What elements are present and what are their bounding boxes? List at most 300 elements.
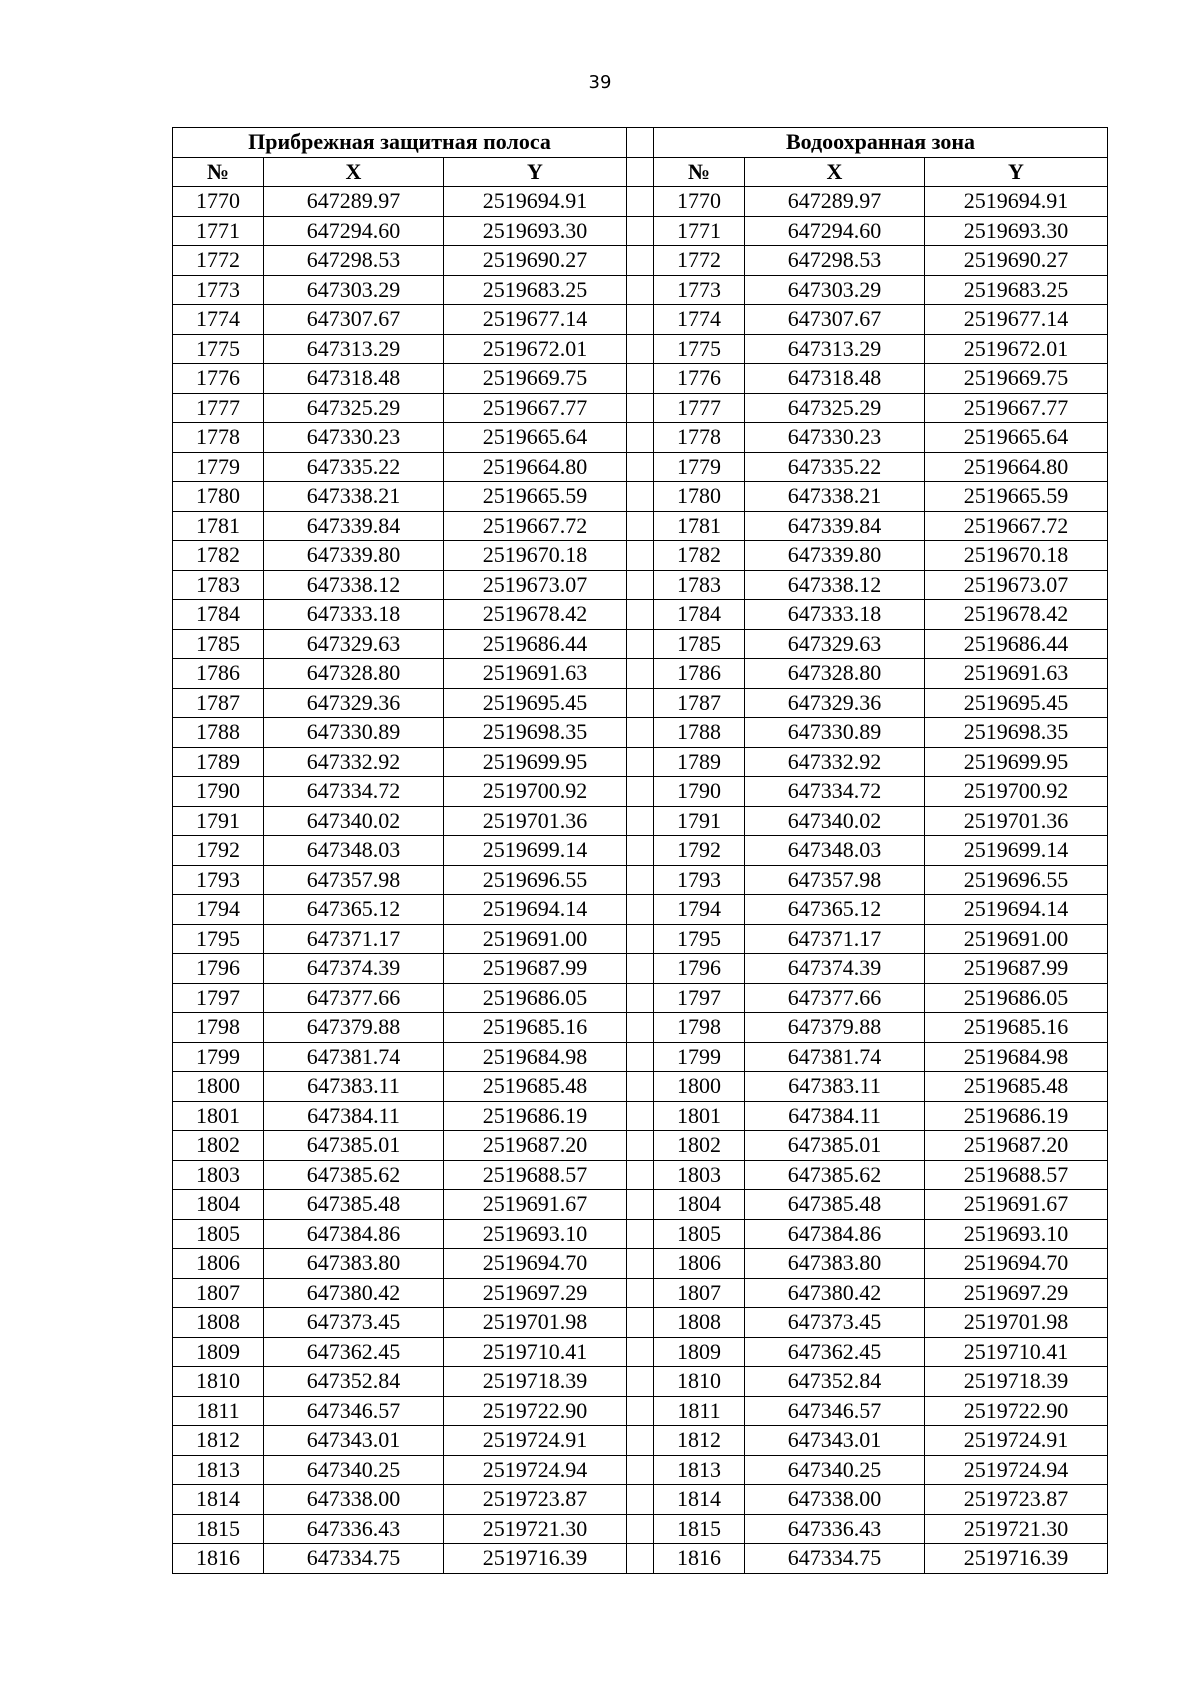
left-y-cell: 2519723.87 <box>444 1485 627 1515</box>
column-gap <box>627 600 654 630</box>
left-number-cell: 1799 <box>173 1042 264 1072</box>
left-x-cell: 647385.48 <box>264 1190 444 1220</box>
right-y-cell: 2519685.16 <box>925 1013 1108 1043</box>
column-gap <box>627 275 654 305</box>
table-row <box>173 187 1108 217</box>
table-row <box>173 1219 1108 1249</box>
column-gap <box>627 659 654 689</box>
left-y-cell: 2519665.59 <box>444 482 627 512</box>
right-x-cell: 647343.01 <box>745 1426 925 1456</box>
table-row <box>173 246 1108 276</box>
left-x-cell: 647294.60 <box>264 216 444 246</box>
column-gap <box>627 334 654 364</box>
left-x-cell: 647338.12 <box>264 570 444 600</box>
table-row <box>173 511 1108 541</box>
table-row <box>173 364 1108 394</box>
page-number: 39 <box>588 72 612 93</box>
right-number-cell: 1800 <box>654 1072 745 1102</box>
left-y-cell: 2519718.39 <box>444 1367 627 1397</box>
table-row <box>173 216 1108 246</box>
left-y-cell: 2519695.45 <box>444 688 627 718</box>
table-row <box>173 1249 1108 1279</box>
right-x-cell: 647377.66 <box>745 983 925 1013</box>
right-x-cell: 647313.29 <box>745 334 925 364</box>
right-number-cell: 1804 <box>654 1190 745 1220</box>
left-number-cell: 1793 <box>173 865 264 895</box>
left-header-x: X <box>264 157 444 187</box>
right-number-cell: 1775 <box>654 334 745 364</box>
left-number-cell: 1781 <box>173 511 264 541</box>
left-number-cell: 1778 <box>173 423 264 453</box>
right-y-cell: 2519667.77 <box>925 393 1108 423</box>
left-x-cell: 647385.01 <box>264 1131 444 1161</box>
left-y-cell: 2519699.95 <box>444 747 627 777</box>
right-x-cell: 647385.62 <box>745 1160 925 1190</box>
left-number-cell: 1792 <box>173 836 264 866</box>
left-x-cell: 647379.88 <box>264 1013 444 1043</box>
right-x-cell: 647330.23 <box>745 423 925 453</box>
column-gap <box>627 1190 654 1220</box>
right-x-cell: 647329.36 <box>745 688 925 718</box>
right-y-cell: 2519684.98 <box>925 1042 1108 1072</box>
table-row <box>173 1544 1108 1574</box>
column-gap <box>627 1072 654 1102</box>
column-gap <box>627 747 654 777</box>
right-y-cell: 2519716.39 <box>925 1544 1108 1574</box>
right-y-cell: 2519664.80 <box>925 452 1108 482</box>
right-header-x: X <box>745 157 925 187</box>
right-x-cell: 647373.45 <box>745 1308 925 1338</box>
left-x-cell: 647325.29 <box>264 393 444 423</box>
right-y-cell: 2519700.92 <box>925 777 1108 807</box>
left-number-cell: 1788 <box>173 718 264 748</box>
right-y-cell: 2519697.29 <box>925 1278 1108 1308</box>
right-y-cell: 2519688.57 <box>925 1160 1108 1190</box>
column-gap <box>627 688 654 718</box>
left-y-cell: 2519665.64 <box>444 423 627 453</box>
left-number-cell: 1770 <box>173 187 264 217</box>
left-y-cell: 2519688.57 <box>444 1160 627 1190</box>
left-number-cell: 1810 <box>173 1367 264 1397</box>
left-x-cell: 647307.67 <box>264 305 444 335</box>
right-number-cell: 1802 <box>654 1131 745 1161</box>
right-y-cell: 2519665.64 <box>925 423 1108 453</box>
table-row <box>173 452 1108 482</box>
table-row <box>173 747 1108 777</box>
column-gap <box>627 924 654 954</box>
column-gap <box>627 718 654 748</box>
left-x-cell: 647374.39 <box>264 954 444 984</box>
left-y-cell: 2519694.91 <box>444 187 627 217</box>
left-number-cell: 1773 <box>173 275 264 305</box>
column-gap <box>627 305 654 335</box>
left-y-cell: 2519667.77 <box>444 393 627 423</box>
left-y-cell: 2519724.94 <box>444 1455 627 1485</box>
right-x-cell: 647328.80 <box>745 659 925 689</box>
right-number-cell: 1796 <box>654 954 745 984</box>
right-y-cell: 2519699.95 <box>925 747 1108 777</box>
right-number-cell: 1782 <box>654 541 745 571</box>
left-number-cell: 1796 <box>173 954 264 984</box>
right-number-cell: 1809 <box>654 1337 745 1367</box>
column-gap <box>627 393 654 423</box>
right-x-cell: 647357.98 <box>745 865 925 895</box>
table-row <box>173 836 1108 866</box>
right-number-cell: 1810 <box>654 1367 745 1397</box>
table-row <box>173 1042 1108 1072</box>
right-number-cell: 1798 <box>654 1013 745 1043</box>
left-y-cell: 2519667.72 <box>444 511 627 541</box>
right-y-cell: 2519683.25 <box>925 275 1108 305</box>
right-number-cell: 1815 <box>654 1514 745 1544</box>
table-row <box>173 482 1108 512</box>
right-x-cell: 647384.86 <box>745 1219 925 1249</box>
left-x-cell: 647343.01 <box>264 1426 444 1456</box>
right-y-cell: 2519694.70 <box>925 1249 1108 1279</box>
right-y-cell: 2519701.98 <box>925 1308 1108 1338</box>
left-number-cell: 1816 <box>173 1544 264 1574</box>
column-gap <box>627 246 654 276</box>
right-y-cell: 2519694.14 <box>925 895 1108 925</box>
right-number-cell: 1797 <box>654 983 745 1013</box>
left-y-cell: 2519691.67 <box>444 1190 627 1220</box>
right-number-cell: 1805 <box>654 1219 745 1249</box>
right-y-cell: 2519722.90 <box>925 1396 1108 1426</box>
right-x-cell: 647339.84 <box>745 511 925 541</box>
left-number-cell: 1800 <box>173 1072 264 1102</box>
right-x-cell: 647334.75 <box>745 1544 925 1574</box>
left-y-cell: 2519694.70 <box>444 1249 627 1279</box>
left-number-cell: 1808 <box>173 1308 264 1338</box>
right-number-cell: 1793 <box>654 865 745 895</box>
right-y-cell: 2519695.45 <box>925 688 1108 718</box>
left-y-cell: 2519690.27 <box>444 246 627 276</box>
left-number-cell: 1798 <box>173 1013 264 1043</box>
left-number-cell: 1779 <box>173 452 264 482</box>
left-number-cell: 1772 <box>173 246 264 276</box>
right-number-cell: 1790 <box>654 777 745 807</box>
column-gap <box>627 1396 654 1426</box>
table-row <box>173 423 1108 453</box>
table-row <box>173 305 1108 335</box>
right-number-cell: 1799 <box>654 1042 745 1072</box>
right-y-cell: 2519699.14 <box>925 836 1108 866</box>
left-y-cell: 2519701.98 <box>444 1308 627 1338</box>
left-number-cell: 1801 <box>173 1101 264 1131</box>
right-x-cell: 647365.12 <box>745 895 925 925</box>
left-y-cell: 2519696.55 <box>444 865 627 895</box>
left-y-cell: 2519686.44 <box>444 629 627 659</box>
table-row <box>173 659 1108 689</box>
right-number-cell: 1816 <box>654 1544 745 1574</box>
left-number-cell: 1780 <box>173 482 264 512</box>
right-y-cell: 2519694.91 <box>925 187 1108 217</box>
right-number-cell: 1801 <box>654 1101 745 1131</box>
right-number-cell: 1789 <box>654 747 745 777</box>
right-x-cell: 647303.29 <box>745 275 925 305</box>
right-x-cell: 647384.11 <box>745 1101 925 1131</box>
right-number-cell: 1814 <box>654 1485 745 1515</box>
column-gap <box>627 1514 654 1544</box>
left-number-cell: 1797 <box>173 983 264 1013</box>
right-number-cell: 1811 <box>654 1396 745 1426</box>
table-row <box>173 777 1108 807</box>
left-number-cell: 1777 <box>173 393 264 423</box>
left-section-title: Прибрежная защитная полоса <box>173 128 627 158</box>
right-x-cell: 647338.12 <box>745 570 925 600</box>
right-x-cell: 647307.67 <box>745 305 925 335</box>
right-x-cell: 647340.25 <box>745 1455 925 1485</box>
right-y-cell: 2519677.14 <box>925 305 1108 335</box>
left-number-cell: 1790 <box>173 777 264 807</box>
right-y-cell: 2519670.18 <box>925 541 1108 571</box>
left-x-cell: 647334.75 <box>264 1544 444 1574</box>
left-y-cell: 2519694.14 <box>444 895 627 925</box>
table-row <box>173 1160 1108 1190</box>
right-x-cell: 647352.84 <box>745 1367 925 1397</box>
right-x-cell: 647385.01 <box>745 1131 925 1161</box>
left-number-cell: 1783 <box>173 570 264 600</box>
right-header-y: Y <box>925 157 1108 187</box>
left-x-cell: 647298.53 <box>264 246 444 276</box>
right-number-cell: 1806 <box>654 1249 745 1279</box>
right-number-cell: 1792 <box>654 836 745 866</box>
right-number-cell: 1771 <box>654 216 745 246</box>
right-y-cell: 2519690.27 <box>925 246 1108 276</box>
table-row <box>173 334 1108 364</box>
left-number-cell: 1785 <box>173 629 264 659</box>
table-row <box>173 983 1108 1013</box>
column-gap <box>627 1013 654 1043</box>
left-y-cell: 2519724.91 <box>444 1426 627 1456</box>
left-y-cell: 2519699.14 <box>444 836 627 866</box>
table-row <box>173 924 1108 954</box>
column-gap <box>627 629 654 659</box>
left-x-cell: 647329.36 <box>264 688 444 718</box>
right-y-cell: 2519693.10 <box>925 1219 1108 1249</box>
left-x-cell: 647371.17 <box>264 924 444 954</box>
left-number-cell: 1805 <box>173 1219 264 1249</box>
right-number-cell: 1772 <box>654 246 745 276</box>
table-row <box>173 570 1108 600</box>
right-y-cell: 2519724.94 <box>925 1455 1108 1485</box>
left-y-cell: 2519670.18 <box>444 541 627 571</box>
right-y-cell: 2519686.19 <box>925 1101 1108 1131</box>
right-x-cell: 647325.29 <box>745 393 925 423</box>
left-number-cell: 1809 <box>173 1337 264 1367</box>
right-x-cell: 647340.02 <box>745 806 925 836</box>
coordinates-table <box>172 127 1108 1574</box>
table-row <box>173 688 1108 718</box>
left-y-cell: 2519698.35 <box>444 718 627 748</box>
table-row <box>173 865 1108 895</box>
right-y-cell: 2519678.42 <box>925 600 1108 630</box>
table-row <box>173 1396 1108 1426</box>
column-gap <box>627 364 654 394</box>
right-y-cell: 2519691.00 <box>925 924 1108 954</box>
left-y-cell: 2519672.01 <box>444 334 627 364</box>
left-number-cell: 1802 <box>173 1131 264 1161</box>
table-row <box>173 895 1108 925</box>
left-y-cell: 2519673.07 <box>444 570 627 600</box>
column-gap <box>627 216 654 246</box>
column-gap <box>627 1160 654 1190</box>
left-y-cell: 2519664.80 <box>444 452 627 482</box>
left-number-cell: 1807 <box>173 1278 264 1308</box>
left-x-cell: 647338.21 <box>264 482 444 512</box>
right-y-cell: 2519686.05 <box>925 983 1108 1013</box>
left-y-cell: 2519678.42 <box>444 600 627 630</box>
left-number-cell: 1812 <box>173 1426 264 1456</box>
right-number-cell: 1795 <box>654 924 745 954</box>
column-header-row <box>173 157 1108 187</box>
right-y-cell: 2519686.44 <box>925 629 1108 659</box>
left-x-cell: 647373.45 <box>264 1308 444 1338</box>
column-gap <box>627 1042 654 1072</box>
table-row <box>173 1485 1108 1515</box>
table-row <box>173 806 1108 836</box>
right-y-cell: 2519698.35 <box>925 718 1108 748</box>
right-x-cell: 647333.18 <box>745 600 925 630</box>
column-gap <box>627 983 654 1013</box>
table-row <box>173 1308 1108 1338</box>
left-header-number: № <box>173 157 264 187</box>
right-section-title: Водоохранная зона <box>654 128 1108 158</box>
table-row <box>173 1514 1108 1544</box>
right-y-cell: 2519687.20 <box>925 1131 1108 1161</box>
column-gap <box>627 1544 654 1574</box>
right-x-cell: 647346.57 <box>745 1396 925 1426</box>
left-number-cell: 1784 <box>173 600 264 630</box>
right-number-cell: 1791 <box>654 806 745 836</box>
left-y-cell: 2519677.14 <box>444 305 627 335</box>
column-gap <box>627 423 654 453</box>
left-number-cell: 1782 <box>173 541 264 571</box>
right-number-cell: 1773 <box>654 275 745 305</box>
left-y-cell: 2519700.92 <box>444 777 627 807</box>
right-y-cell: 2519685.48 <box>925 1072 1108 1102</box>
right-x-cell: 647318.48 <box>745 364 925 394</box>
left-x-cell: 647318.48 <box>264 364 444 394</box>
table-row <box>173 1013 1108 1043</box>
left-number-cell: 1774 <box>173 305 264 335</box>
table-row <box>173 541 1108 571</box>
left-x-cell: 647303.29 <box>264 275 444 305</box>
left-y-cell: 2519686.19 <box>444 1101 627 1131</box>
right-number-cell: 1780 <box>654 482 745 512</box>
right-x-cell: 647289.97 <box>745 187 925 217</box>
right-x-cell: 647334.72 <box>745 777 925 807</box>
left-y-cell: 2519685.16 <box>444 1013 627 1043</box>
left-x-cell: 647380.42 <box>264 1278 444 1308</box>
left-x-cell: 647365.12 <box>264 895 444 925</box>
left-x-cell: 647339.84 <box>264 511 444 541</box>
right-number-cell: 1785 <box>654 629 745 659</box>
column-gap <box>627 1426 654 1456</box>
column-gap <box>627 1249 654 1279</box>
column-gap <box>627 806 654 836</box>
column-gap <box>627 541 654 571</box>
left-number-cell: 1811 <box>173 1396 264 1426</box>
left-number-cell: 1813 <box>173 1455 264 1485</box>
left-number-cell: 1771 <box>173 216 264 246</box>
left-y-cell: 2519669.75 <box>444 364 627 394</box>
left-y-cell: 2519687.99 <box>444 954 627 984</box>
left-x-cell: 647335.22 <box>264 452 444 482</box>
table-body <box>173 187 1108 1574</box>
right-x-cell: 647332.92 <box>745 747 925 777</box>
left-x-cell: 647330.89 <box>264 718 444 748</box>
right-x-cell: 647374.39 <box>745 954 925 984</box>
right-y-cell: 2519701.36 <box>925 806 1108 836</box>
left-number-cell: 1804 <box>173 1190 264 1220</box>
right-x-cell: 647381.74 <box>745 1042 925 1072</box>
right-y-cell: 2519691.63 <box>925 659 1108 689</box>
left-number-cell: 1806 <box>173 1249 264 1279</box>
left-x-cell: 647384.86 <box>264 1219 444 1249</box>
left-x-cell: 647357.98 <box>264 865 444 895</box>
right-y-cell: 2519723.87 <box>925 1485 1108 1515</box>
left-x-cell: 647346.57 <box>264 1396 444 1426</box>
right-y-cell: 2519687.99 <box>925 954 1108 984</box>
right-x-cell: 647339.80 <box>745 541 925 571</box>
left-x-cell: 647383.11 <box>264 1072 444 1102</box>
column-gap <box>627 452 654 482</box>
table-row <box>173 1190 1108 1220</box>
right-number-cell: 1777 <box>654 393 745 423</box>
left-x-cell: 647385.62 <box>264 1160 444 1190</box>
left-number-cell: 1787 <box>173 688 264 718</box>
left-number-cell: 1789 <box>173 747 264 777</box>
table-row <box>173 1337 1108 1367</box>
right-y-cell: 2519710.41 <box>925 1337 1108 1367</box>
left-y-cell: 2519683.25 <box>444 275 627 305</box>
right-number-cell: 1779 <box>654 452 745 482</box>
column-gap <box>627 777 654 807</box>
right-y-cell: 2519667.72 <box>925 511 1108 541</box>
right-x-cell: 647383.80 <box>745 1249 925 1279</box>
left-number-cell: 1776 <box>173 364 264 394</box>
table-row <box>173 1426 1108 1456</box>
left-y-cell: 2519693.10 <box>444 1219 627 1249</box>
left-x-cell: 647377.66 <box>264 983 444 1013</box>
table-row <box>173 275 1108 305</box>
right-y-cell: 2519665.59 <box>925 482 1108 512</box>
left-y-cell: 2519686.05 <box>444 983 627 1013</box>
left-y-cell: 2519701.36 <box>444 806 627 836</box>
left-x-cell: 647338.00 <box>264 1485 444 1515</box>
right-number-cell: 1776 <box>654 364 745 394</box>
table-row <box>173 1101 1108 1131</box>
table-row <box>173 1367 1108 1397</box>
column-gap <box>627 954 654 984</box>
right-x-cell: 647380.42 <box>745 1278 925 1308</box>
left-number-cell: 1794 <box>173 895 264 925</box>
left-y-cell: 2519687.20 <box>444 1131 627 1161</box>
left-x-cell: 647362.45 <box>264 1337 444 1367</box>
left-y-cell: 2519721.30 <box>444 1514 627 1544</box>
left-number-cell: 1803 <box>173 1160 264 1190</box>
right-y-cell: 2519673.07 <box>925 570 1108 600</box>
left-x-cell: 647348.03 <box>264 836 444 866</box>
left-y-cell: 2519691.63 <box>444 659 627 689</box>
left-x-cell: 647383.80 <box>264 1249 444 1279</box>
right-x-cell: 647338.00 <box>745 1485 925 1515</box>
left-y-cell: 2519693.30 <box>444 216 627 246</box>
column-gap <box>627 187 654 217</box>
right-x-cell: 647338.21 <box>745 482 925 512</box>
left-number-cell: 1791 <box>173 806 264 836</box>
